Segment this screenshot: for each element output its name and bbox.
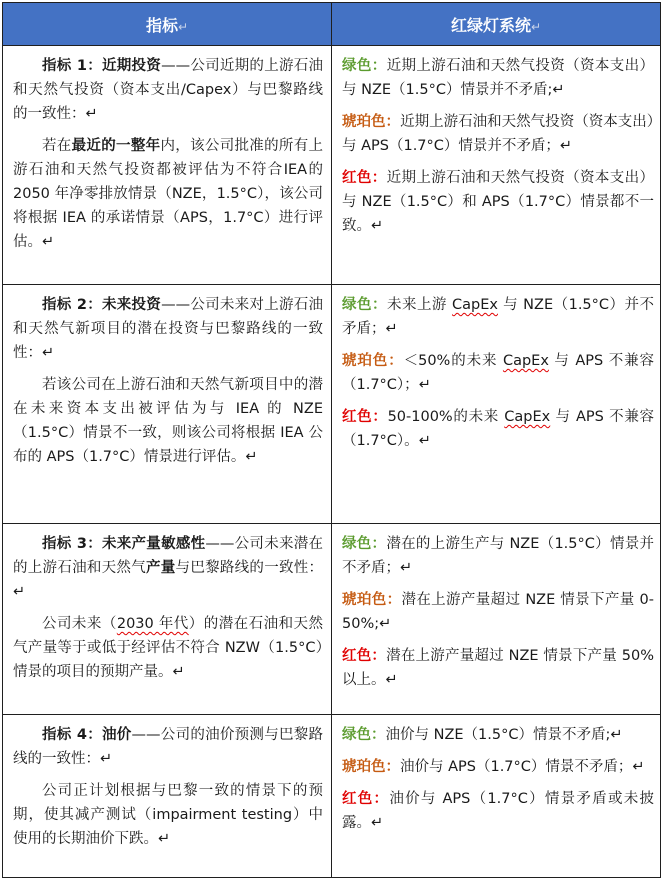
indicator-cell [3,46,332,285]
green-criterion: 绿色：未来上游 CapEx 与 NZE（1.5°C）并不矛盾；↵ [342,297,655,337]
traffic-light-cell [332,524,661,715]
traffic-light-cell [332,46,661,285]
table-row [3,46,661,285]
green-criterion: 绿色：潜在的上游生产与 NZE（1.5°C）情景并不矛盾；↵ [342,536,655,576]
red-criterion: 红色：油价与 APS（1.7°C）情景矛盾或未披露。↵ [342,791,654,831]
green-criterion: 绿色：近期上游石油和天然气投资（资本支出）与 NZE（1.5°C）情景并不矛盾;↵ [342,58,654,98]
indicator-cell [3,715,332,878]
amber-criterion: 琥珀色：近期上游石油和天然气投资（资本支出）与 APS（1.7°C）情景并不矛盾；↵ [342,114,655,154]
amber-criterion: 琥珀色：油价与 APS（1.7°C）情景不矛盾；↵ [342,759,645,775]
indicator-table [2,2,661,878]
indicator-description: 公司未来（2030 年代）的潜在石油和天然气产量等于或低于经评估不符合 NZW（1.5°C）情景的项目的预期产量。↵ [13,616,324,680]
indicator-cell [3,524,332,715]
indicator-title: 指标 1：近期投资——公司近期的上游石油和天然气投资（资本支出/Capex）与巴黎路线的一致性：↵ [13,58,324,122]
table-row [3,524,661,715]
indicator-cell [3,285,332,524]
red-criterion: 红色：潜在上游产量超过 NZE 情景下产量 50%以上。↵ [342,648,655,688]
indicator-title: 指标 3：未来产量敏感性——公司未来潜在的上游石油和天然气产量与巴黎路线的一致性：↵ [13,536,324,600]
indicator-description: 公司正计划根据与巴黎一致的情景下的预期，使其减产测试（impairment testing）中使用的长期油价下跌。↵ [13,783,323,847]
red-criterion: 红色：近期上游石油和天然气投资（资本支出）与 NZE（1.5°C）和 APS（1.7°C）情景都不一致。↵ [342,170,654,234]
table-row [3,715,661,878]
traffic-light-cell [332,285,661,524]
indicator-description: 若该公司在上游石油和天然气新项目中的潜在未来资本支出被评估为与 IEA 的 NZE（1.5°C）情景不一致，则该公司将根据 IEA 公布的 APS（1.7°C）情景进行评估。↵ [13,377,323,465]
amber-criterion: 琥珀色：潜在上游产量超过 NZE 情景下产量 0-50%;↵ [342,592,654,632]
indicator-description: 若在最近的一整年内，该公司批准的所有上游石油和天然气投资都被评估为不符合IEA的 2050 年净零排放情景（NZE，1.5°C），该公司将根据 IEA 的承诺情景（APS，1.7°C）进行评估。↵ [13,138,324,250]
indicator-title: 指标 2：未来投资——公司未来对上游石油和天然气新项目的潜在投资与巴黎路线的一致性：↵ [13,297,324,361]
table-row [3,285,661,524]
traffic-light-cell [332,715,661,878]
green-criterion: 绿色：油价与 NZE（1.5°C）情景不矛盾;↵ [342,727,623,743]
indicator-title: 指标 4：油价——公司的油价预测与巴黎路线的一致性：↵ [13,727,323,767]
header-traffic-light-system: 红绿灯系统↵ [332,3,661,46]
table-header-row [3,3,661,46]
amber-criterion: 琥珀色：＜50%的未来 CapEx 与 APS 不兼容（1.7°C）；↵ [342,353,655,393]
red-criterion: 红色：50-100%的未来 CapEx 与 APS 不兼容（1.7°C）。↵ [342,409,655,449]
header-indicator: 指标↵ [3,3,332,46]
